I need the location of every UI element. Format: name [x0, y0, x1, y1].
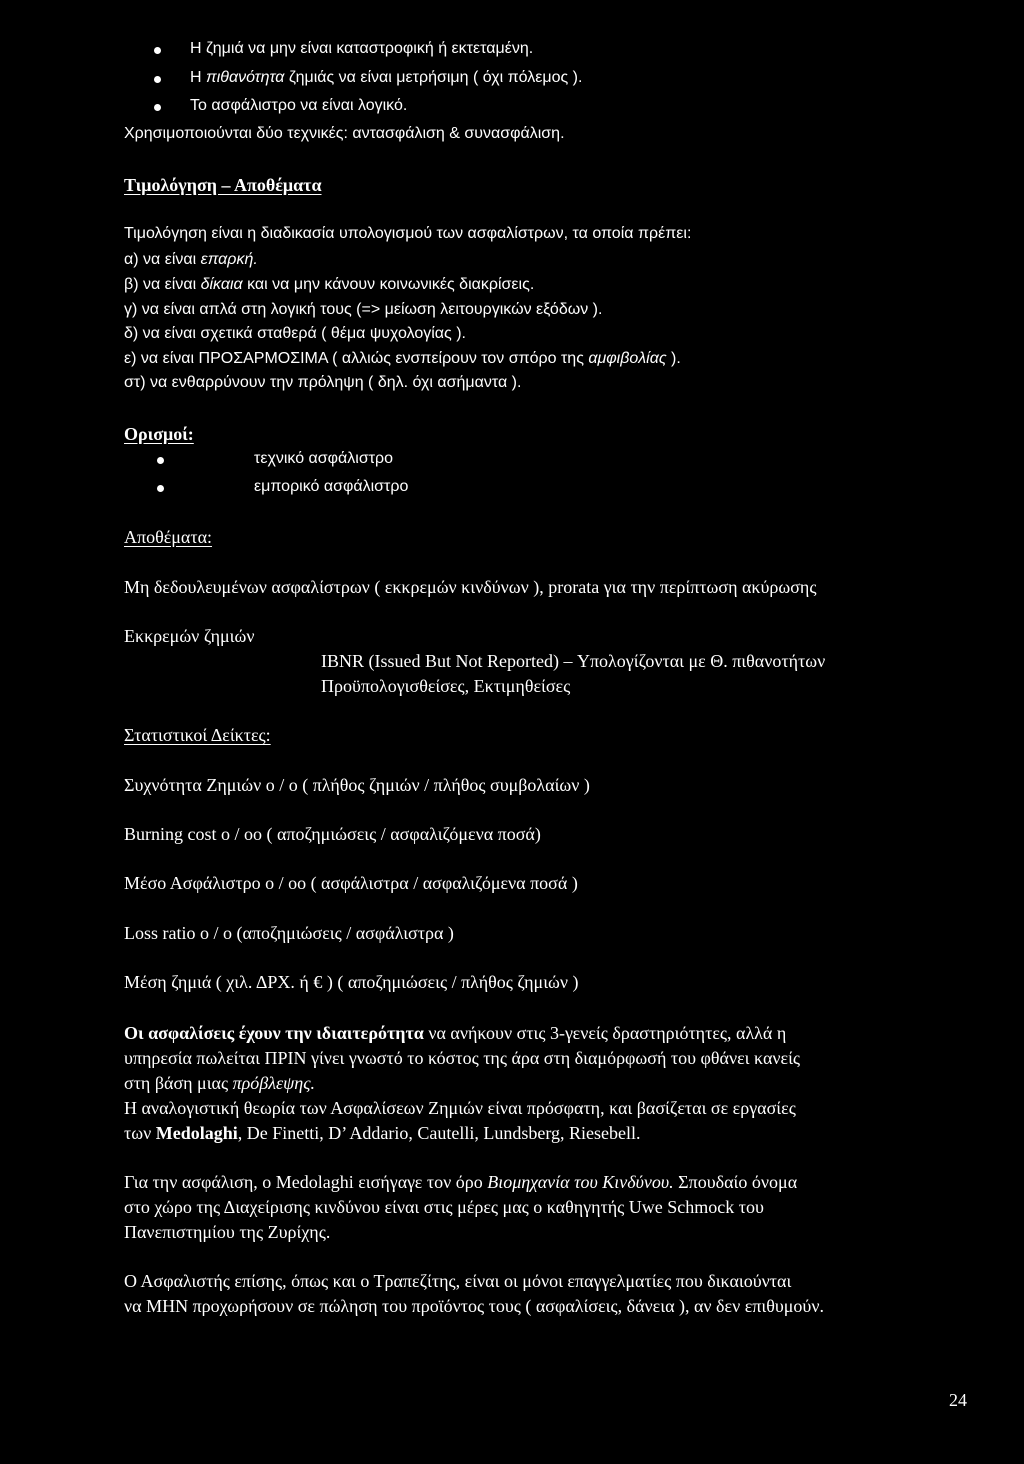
paragraph-line: να ΜΗΝ προχωρήσουν σε πώληση του προϊόντος τους ( ασφαλίσεις, δάνεια ), αν δεν επιθυμούν. — [124, 1296, 824, 1316]
pricing-item-a: α) να είναι επαρκή. — [124, 251, 258, 268]
pricing-intro: Τιμολόγηση είναι η διαδικασία υπολογισμού των ασφαλίστρων, τα οποία πρέπει: — [124, 225, 692, 242]
reserves-unearned: Μη δεδουλευμένων ασφαλίστρων ( εκκρεμών κινδύνων ), prorata για την περίπτωση ακύρωσης — [124, 577, 817, 597]
stat-item: Μέση ζημιά ( χιλ. ΔΡΧ. ή € ) ( αποζημιώσεις / πλήθος ζημιών ) — [124, 972, 579, 992]
pricing-item-c: γ) να είναι απλά στη λογική τους (=> μείωση λειτουργικών εξόδων ). — [124, 301, 603, 318]
paragraph-line: στη βάση μιας πρόβλεψης. — [124, 1073, 316, 1093]
paragraph-line: Πανεπιστημίου της Ζυρίχης. — [124, 1222, 331, 1242]
bullet-text: Η πιθανότητα ζημιάς να είναι μετρήσιμη ( όχι πόλεμος ). — [190, 69, 583, 86]
paragraph-line: Οι ασφαλίσεις έχουν την ιδιαιτερότητα να ανήκουν στις 3-γενείς δραστηριότητες, αλλά η — [124, 1023, 787, 1043]
section-heading-pricing: Τιμολόγηση – Αποθέματα — [124, 175, 322, 195]
stat-item: Συχνότητα Ζημιών ο / ο ( πλήθος ζημιών / πλήθος συμβολαίων ) — [124, 775, 590, 795]
pricing-item-d: δ) να είναι σχετικά σταθερά ( θέμα ψυχολογίας ). — [124, 325, 466, 342]
stat-item: Burning cost ο / οο ( αποζημιώσεις / ασφαλιζόμενα ποσά) — [124, 824, 541, 844]
section-heading-definitions: Ορισμοί: — [124, 424, 194, 444]
stat-item: Loss ratio ο / ο (αποζημιώσεις / ασφάλιστρα ) — [124, 923, 454, 943]
pricing-item-b: β) να είναι δίκαια και να μην κάνουν κοινωνικές διακρίσεις. — [124, 276, 535, 293]
section-heading-reserves: Αποθέματα: — [124, 527, 213, 547]
reserves-pending-label: Εκκρεμών ζημιών — [124, 626, 255, 646]
paragraph-line: Ο Ασφαλιστής επίσης, όπως και ο Τραπεζίτης, είναι οι μόνοι επαγγελματίες που δικαιούνται — [124, 1271, 792, 1291]
paragraph-line: των Medolaghi, De Finetti, D’ Addario, Cautelli, Lundsberg, Riesebell. — [124, 1123, 641, 1143]
reserves-estimated: Προϋπολογισθείσες, Εκτιμηθείσες — [321, 676, 571, 696]
section-heading-stats: Στατιστικοί Δείκτες: — [124, 725, 271, 745]
paragraph-line: υπηρεσία πωλείται ΠΡΙΝ γίνει γνωστό το κόστος της άρα στη διαμόρφωσή του φθάνει κανείς — [124, 1048, 801, 1068]
bullet-dot — [154, 76, 161, 83]
paragraph-line: Η αναλογιστική θεωρία των Ασφαλίσεων Ζημιών είναι πρόσφατη, και βασίζεται σε εργασίες — [124, 1098, 796, 1118]
bullet-dot — [154, 47, 161, 54]
stat-item: Μέσο Ασφάλιστρο ο / οο ( ασφάλιστρα / ασφαλιζόμενα ποσά ) — [124, 873, 578, 893]
definition-item: τεχνικό ασφάλιστρο — [254, 450, 394, 467]
bullet-dot — [157, 457, 164, 464]
page-number: 24 — [949, 1390, 967, 1410]
bullet-dot — [157, 485, 164, 492]
bullet-text: Το ασφάλιστρο να είναι λογικό. — [190, 97, 408, 114]
paragraph-line: στο χώρο της Διαχείρισης κινδύνου είναι στις μέρες μας ο καθηγητής Uwe Schmock του — [124, 1197, 764, 1217]
pricing-item-e: ε) να είναι ΠΡΟΣΑΡΜΟΣΙΜΑ ( αλλιώς ενσπείρουν τον σπόρο της αμφιβολίας ). — [124, 350, 681, 367]
pricing-item-f: στ) να ενθαρρύνουν την πρόληψη ( δηλ. όχι ασήμαντα ). — [124, 374, 522, 391]
paragraph-line: Για την ασφάλιση, ο Medolaghi εισήγαγε τον όρο Βιομηχανία του Κινδύνου. Σπουδαίο όνομα — [124, 1172, 798, 1192]
definition-item: εμπορικό ασφάλιστρο — [254, 478, 409, 495]
reserves-ibnr: IBNR (Issued But Not Reported) – Υπολογίζονται με Θ. πιθανοτήτων — [321, 651, 826, 671]
bullet-text: Η ζημιά να μην είναι καταστροφική ή εκτεταμένη. — [190, 40, 534, 57]
techniques-line: Χρησιμοποιούνται δύο τεχνικές: αντασφάλιση & συνασφάλιση. — [124, 125, 565, 142]
bullet-dot — [154, 104, 161, 111]
